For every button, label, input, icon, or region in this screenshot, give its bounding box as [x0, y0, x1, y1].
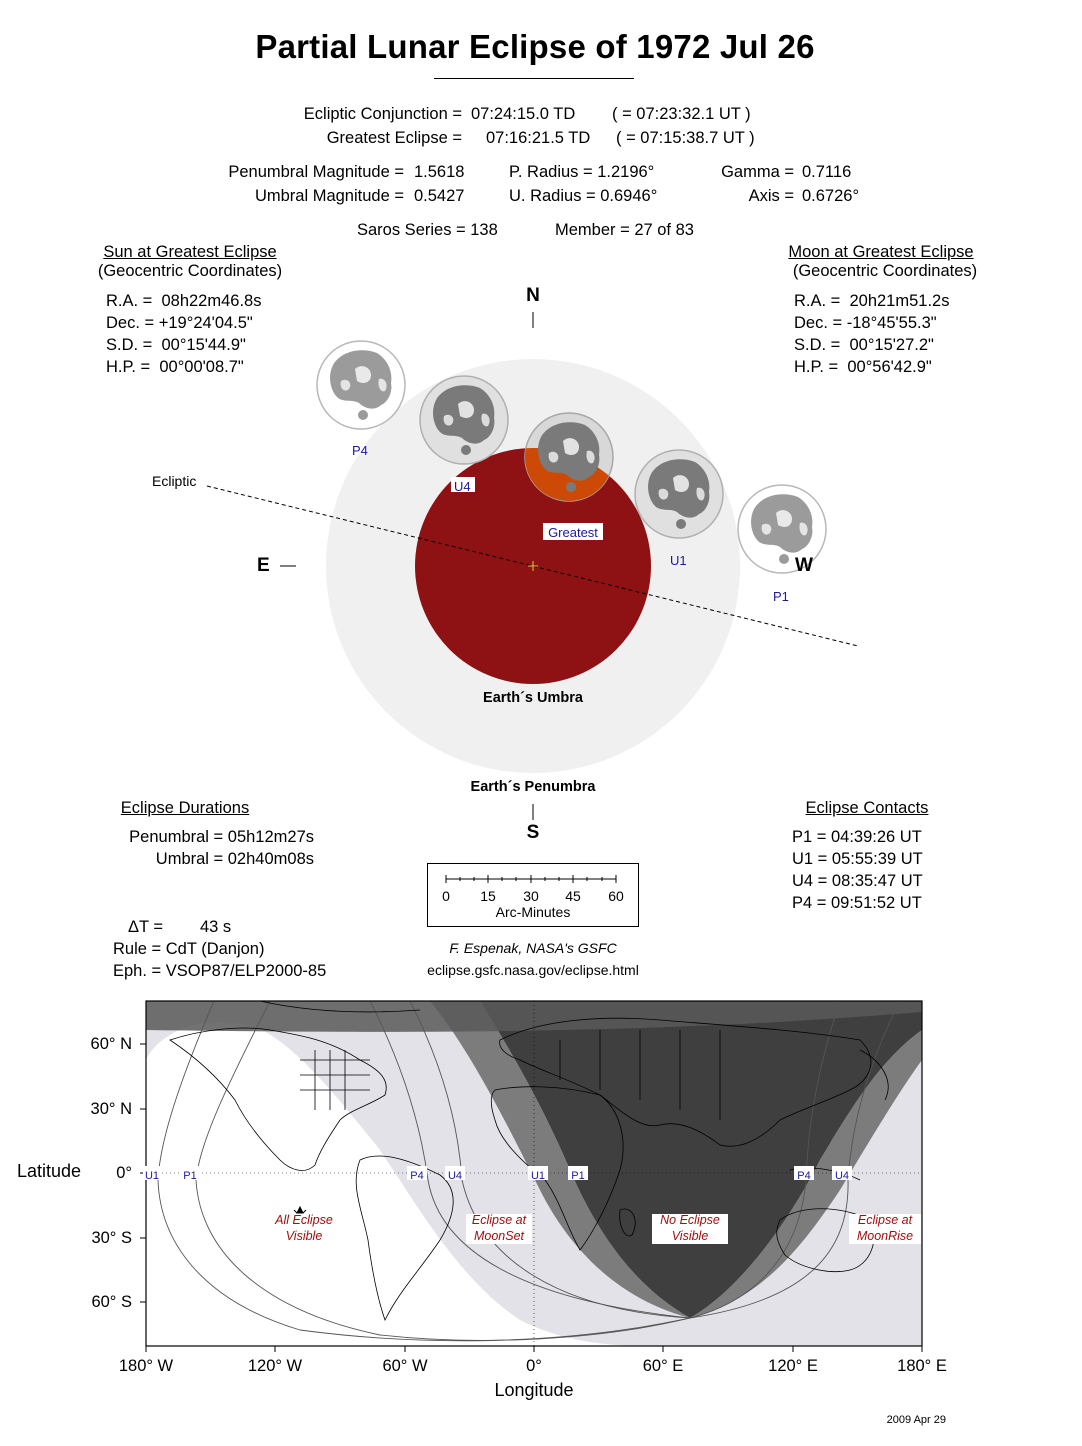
- rule: Rule = CdT (Danjon): [113, 940, 265, 958]
- saros-series: Saros Series = 138: [357, 221, 498, 239]
- penumbral-duration: Penumbral = 05h12m27s: [129, 828, 314, 846]
- scale-tick-15: 15: [480, 888, 496, 904]
- p4-label: P4: [352, 443, 368, 458]
- zone-moonset-line2: MoonSet: [473, 1229, 525, 1243]
- scale-tick-0: 0: [442, 888, 450, 904]
- umbral-radius: U. Radius = 0.6946°: [509, 187, 658, 205]
- ecliptic-label: Ecliptic: [152, 473, 197, 489]
- penumbral-magnitude-label: Penumbral Magnitude =: [228, 163, 404, 181]
- scale-tick-60: 60: [608, 888, 624, 904]
- sun-sd: S.D. = 00°15'44.9": [106, 336, 246, 354]
- greatest-eclipse-ut: ( = 07:15:38.7 UT ): [616, 129, 755, 147]
- scale-tick-45: 45: [565, 888, 581, 904]
- lon-tick-0: 0°: [526, 1357, 542, 1375]
- axis-label: Axis =: [748, 187, 794, 205]
- greatest-eclipse-td: 07:16:21.5 TD: [486, 129, 591, 147]
- lon-tick-120e: 120° E: [768, 1357, 818, 1375]
- page-title: Partial Lunar Eclipse of 1972 Jul 26: [255, 28, 815, 65]
- date-stamp: 2009 Apr 29: [886, 1414, 946, 1426]
- credit-author: F. Espenak, NASA's GSFC: [449, 940, 617, 956]
- map-p1-mid: P1: [571, 1170, 585, 1182]
- west-label: W: [795, 555, 813, 576]
- zone-all-eclipse-line1: All Eclipse: [275, 1213, 333, 1227]
- moon-sd: S.D. = 00°15'27.2": [794, 336, 934, 354]
- map-p1-left: P1: [183, 1170, 197, 1182]
- contact-p4: P4 = 09:51:52 UT: [792, 894, 922, 912]
- delta-t-label: ΔT =: [128, 918, 164, 936]
- scale-tick-30: 30: [523, 888, 539, 904]
- ephemeris: Eph. = VSOP87/ELP2000-85: [113, 962, 327, 980]
- sun-dec: Dec. = +19°24'04.5": [106, 314, 253, 332]
- map-p4-right: P4: [797, 1170, 811, 1182]
- contact-u1: U1 = 05:55:39 UT: [792, 850, 923, 868]
- ecliptic-conjunction-label: Ecliptic Conjunction =: [303, 105, 462, 123]
- map-u1-left: U1: [144, 1170, 160, 1182]
- umbral-magnitude-label: Umbral Magnitude =: [254, 187, 404, 205]
- greatest-label: Greatest: [548, 525, 598, 540]
- moon-heading: Moon at Greatest Eclipse: [788, 243, 974, 261]
- lon-tick-180w: 180° W: [118, 1357, 174, 1375]
- lon-tick-180e: 180° E: [897, 1357, 947, 1375]
- zone-moonrise-line2: MoonRise: [856, 1229, 914, 1243]
- gamma-label: Gamma =: [721, 163, 794, 181]
- moon-ra: R.A. = 20h21m51.2s: [794, 292, 950, 310]
- lat-tick-60s: 60° S: [91, 1293, 132, 1311]
- lat-tick-30s: 30° S: [91, 1229, 132, 1247]
- contact-p1: P1 = 04:39:26 UT: [792, 828, 922, 846]
- u4-label: U4: [454, 479, 471, 494]
- lon-tick-120w: 120° W: [247, 1357, 303, 1375]
- sun-heading: Sun at Greatest Eclipse: [103, 243, 277, 261]
- p1-label: P1: [773, 589, 789, 604]
- sun-hp: H.P. = 00°00'08.7": [106, 358, 244, 376]
- moon-subheading: (Geocentric Coordinates): [792, 262, 978, 280]
- umbral-magnitude-value: 0.5427: [414, 187, 465, 205]
- umbra-label: Earth´s Umbra: [483, 690, 583, 706]
- delta-t-value: 43 s: [200, 918, 232, 936]
- moon-dec: Dec. = -18°45'55.3": [794, 314, 937, 332]
- ecliptic-conjunction-ut: ( = 07:23:32.1 UT ): [612, 105, 751, 123]
- map-xlabel: Longitude: [494, 1380, 574, 1400]
- sun-ra: R.A. = 08h22m46.8s: [106, 292, 262, 310]
- saros-member: Member = 27 of 83: [555, 221, 694, 239]
- lon-tick-60w: 60° W: [382, 1357, 428, 1375]
- zone-all-eclipse-line2: Visible: [285, 1229, 323, 1243]
- durations-heading: Eclipse Durations: [120, 799, 250, 817]
- lat-tick-0: 0°: [116, 1164, 132, 1182]
- contact-u4: U4 = 08:35:47 UT: [792, 872, 923, 890]
- map-u1-mid: U1: [530, 1170, 546, 1182]
- axis-value: 0.6726°: [802, 187, 860, 205]
- map-p4-mid: P4: [410, 1170, 424, 1182]
- moon-hp: H.P. = 00°56'42.9": [794, 358, 932, 376]
- east-label: E: [257, 555, 270, 576]
- penumbra-label: Earth´s Penumbra: [470, 779, 596, 795]
- penumbral-radius: P. Radius = 1.2196°: [509, 163, 655, 181]
- map-ylabel: Latitude: [17, 1161, 82, 1181]
- sun-subheading: (Geocentric Coordinates): [97, 262, 283, 280]
- u1-label: U1: [670, 553, 687, 568]
- zone-moonset-line1: Eclipse at: [471, 1213, 527, 1227]
- zone-moonrise-line1: Eclipse at: [857, 1213, 913, 1227]
- map-u4-mid: U4: [447, 1170, 463, 1182]
- gamma-value: 0.7116: [802, 163, 852, 181]
- map-u4-right: U4: [834, 1170, 850, 1182]
- credit-url: eclipse.gsfc.nasa.gov/eclipse.html: [427, 962, 639, 978]
- zone-no-eclipse-line2: Visible: [671, 1229, 709, 1243]
- contacts-heading: Eclipse Contacts: [805, 799, 929, 817]
- north-label: N: [526, 285, 540, 306]
- scale-label: Arc-Minutes: [495, 904, 571, 920]
- ecliptic-conjunction-td: 07:24:15.0 TD: [471, 105, 576, 123]
- lat-tick-60n: 60° N: [90, 1035, 132, 1053]
- lat-tick-30n: 30° N: [90, 1100, 132, 1118]
- zone-no-eclipse-line1: No Eclipse: [660, 1213, 720, 1227]
- lon-tick-60e: 60° E: [642, 1357, 684, 1375]
- umbral-duration: Umbral = 02h40m08s: [155, 850, 314, 868]
- penumbral-magnitude-value: 1.5618: [414, 163, 465, 181]
- south-label: S: [526, 822, 540, 843]
- greatest-eclipse-label: Greatest Eclipse =: [326, 129, 462, 147]
